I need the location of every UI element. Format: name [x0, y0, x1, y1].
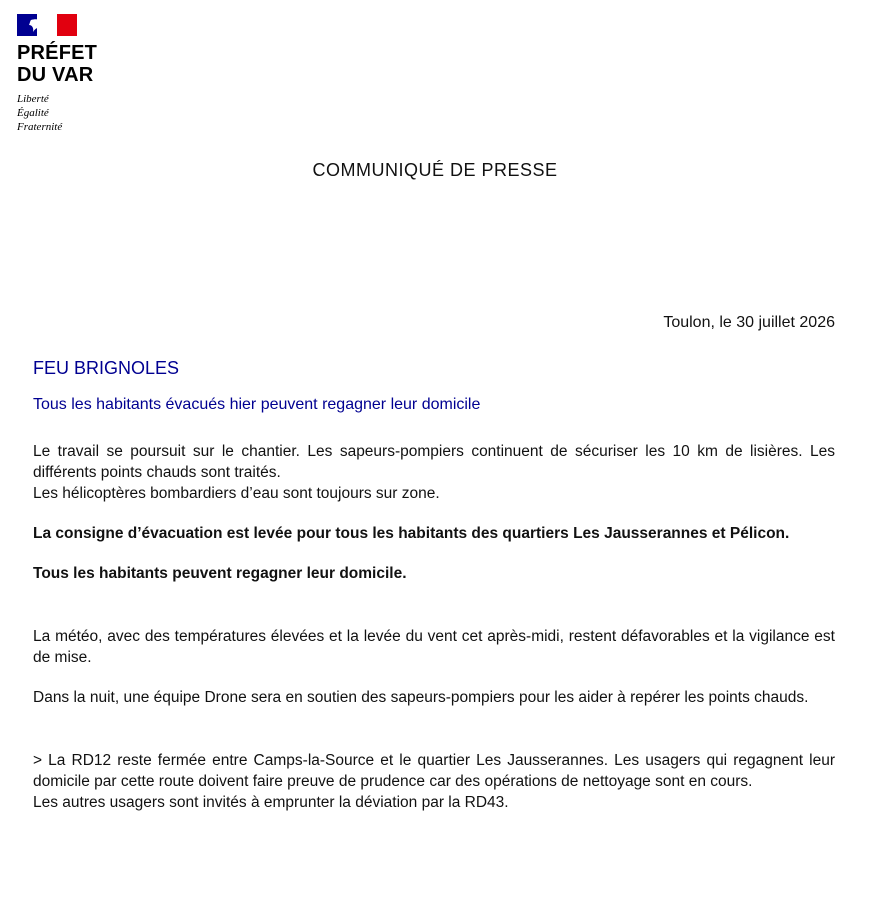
- republic-motto: [17, 92, 97, 134]
- motto-egalite: Égalité: [17, 107, 49, 119]
- press-release-body: [33, 441, 835, 813]
- prefecture-name-line2: DU VAR: [17, 64, 94, 86]
- motto-liberte: Liberté: [17, 93, 49, 105]
- motto-fraternite: Fraternité: [17, 121, 63, 133]
- paragraph-detour: Les autres usagers sont invités à emprunter la déviation par la RD43.: [33, 794, 509, 811]
- prefecture-name: [17, 42, 97, 86]
- prefecture-header: [17, 14, 97, 134]
- press-release-subtitle: Tous les habitants évacués hier peuvent regagner leur domicile: [33, 396, 481, 413]
- paragraph-helicopters: Les hélicoptères bombardiers d’eau sont toujours sur zone.: [33, 485, 440, 502]
- paragraph-return-home: [33, 563, 835, 584]
- paragraph-weather: La météo, avec des températures élevées et la levée du vent cet après-midi, restent défavorables et la vigilance est de mise.: [33, 628, 835, 666]
- prefecture-name-line1: PRÉFET: [17, 42, 98, 64]
- paragraph-rd12-closed: > La RD12 reste fermée entre Camps-la-Source et le quartier Les Jausserannes. Les usagers qui regagnent leur domicile par cette route doivent faire preuve de prudence car des opérations de nettoyage sont en cours.: [33, 752, 835, 790]
- return-home-text: Tous les habitants peuvent regagner leur domicile.: [33, 565, 407, 582]
- document-type: COMMUNIQUÉ DE PRESSE: [312, 160, 558, 180]
- date-line: Toulon, le 30 juillet 2026: [663, 314, 835, 331]
- paragraph-drone: Dans la nuit, une équipe Drone sera en soutien des sapeurs-pompiers pour les aider à repérer les points chauds.: [33, 689, 809, 706]
- french-republic-flag-logo: [17, 14, 77, 36]
- paragraph-evacuation-lifted: [33, 523, 835, 544]
- evacuation-lifted-text: La consigne d’évacuation est levée pour tous les habitants des quartiers Les Jausserannes et Pélicon.: [33, 525, 790, 542]
- press-release-title: FEU BRIGNOLES: [33, 358, 180, 378]
- paragraph-work-status: Le travail se poursuit sur le chantier. Les sapeurs-pompiers continuent de sécuriser les 10 km de lisières. Les différents points chauds sont traités.: [33, 443, 835, 481]
